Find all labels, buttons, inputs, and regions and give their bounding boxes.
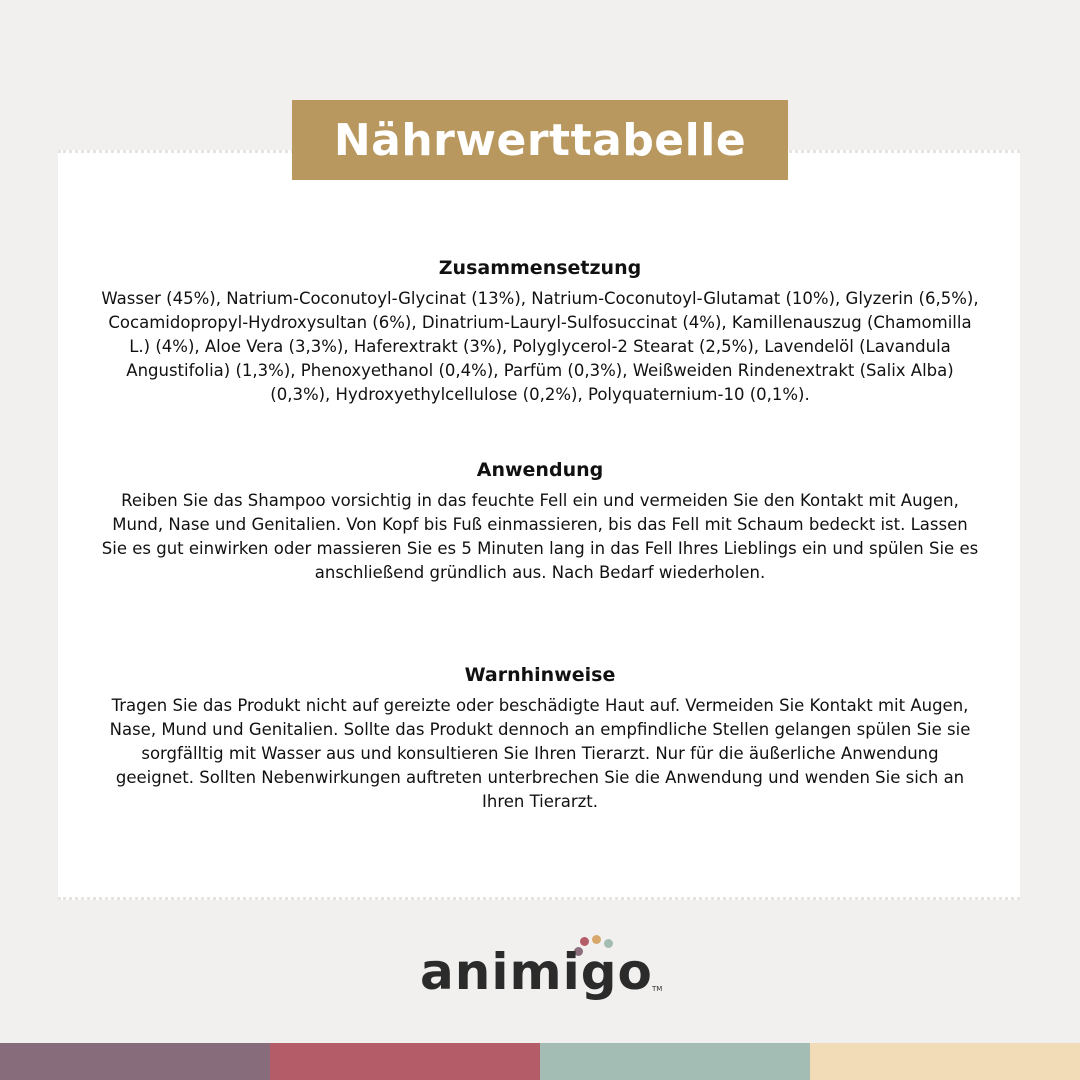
color-stripe-4: [810, 1043, 1080, 1080]
section-anwendung: [100, 459, 980, 585]
section-heading: Zusammensetzung: [438, 257, 642, 279]
section-text: Reiben Sie das Shampoo vorsichtig in das feuchte Fell ein und vermeiden Sie den Kontakt mit Augen, Mund, Nase und Genitalien. Von Kopf bis Fuß einmassieren, bis das Fell mit Schaum bedeckt ist. Lassen Sie es gut einwirken oder massieren Sie es 5 Minuten lang in das Fell Ihres Lieblings ein und spülen Sie es anschließend gründlich aus. Nach Bedarf wiederholen.: [101, 491, 979, 582]
section-heading: Anwendung: [476, 459, 604, 481]
page-title: Nährwerttabelle: [333, 114, 747, 166]
color-stripe-3: [540, 1043, 810, 1080]
trademark-mark: TM: [652, 985, 663, 993]
section-text: Tragen Sie das Produkt nicht auf gereizte oder beschädigte Haut auf. Vermeiden Sie Kontakt mit Augen, Nase, Mund und Genitalien. Sollte das Produkt dennoch an empfindliche Stellen gelangen spülen Sie sie sorgfälltig mit Wasser aus und konsultieren Sie Ihren Tierarzt. Nur für die äußerliche Anwendung geeignet. Sollten Nebenwirkungen auftreten unterbrechen Sie die Anwendung und wenden Sie sich an Ihren Tierarzt.: [109, 696, 971, 811]
section-text: Wasser (45%), Natrium-Coconutoyl-Glycinat (13%), Natrium-Coconutoyl-Glutamat (10%), Glyzerin (6,5%), Cocamidopropyl-Hydroxysultan (6%), Dinatrium-Lauryl-Sulfosuccinat (4%), Kamillenauszug (Chamomilla L.) (4%), Aloe Vera (3,3%), Haferextrakt (3%), Polyglycerol-2 Stearat (2,5%), Lavendelöl (Lavandula Angustifolia) (1,3%), Phenoxyethanol (0,4%), Parfüm (0,3%), Weißweiden Rindenextrakt (Salix Alba) (0,3%), Hydroxyethylcellulose (0,2%), Polyquaternium-10 (0,1%).: [101, 289, 979, 404]
color-stripe-2: [270, 1043, 540, 1080]
logo-wordmark: animigo: [420, 943, 653, 1001]
section-heading: Warnhinweise: [464, 664, 616, 686]
title-banner: [292, 100, 788, 180]
section-zusammensetzung: [100, 257, 980, 407]
brand-logo: [420, 935, 670, 1005]
section-warnhinweise: [100, 664, 980, 814]
color-stripe-1: [0, 1043, 270, 1080]
